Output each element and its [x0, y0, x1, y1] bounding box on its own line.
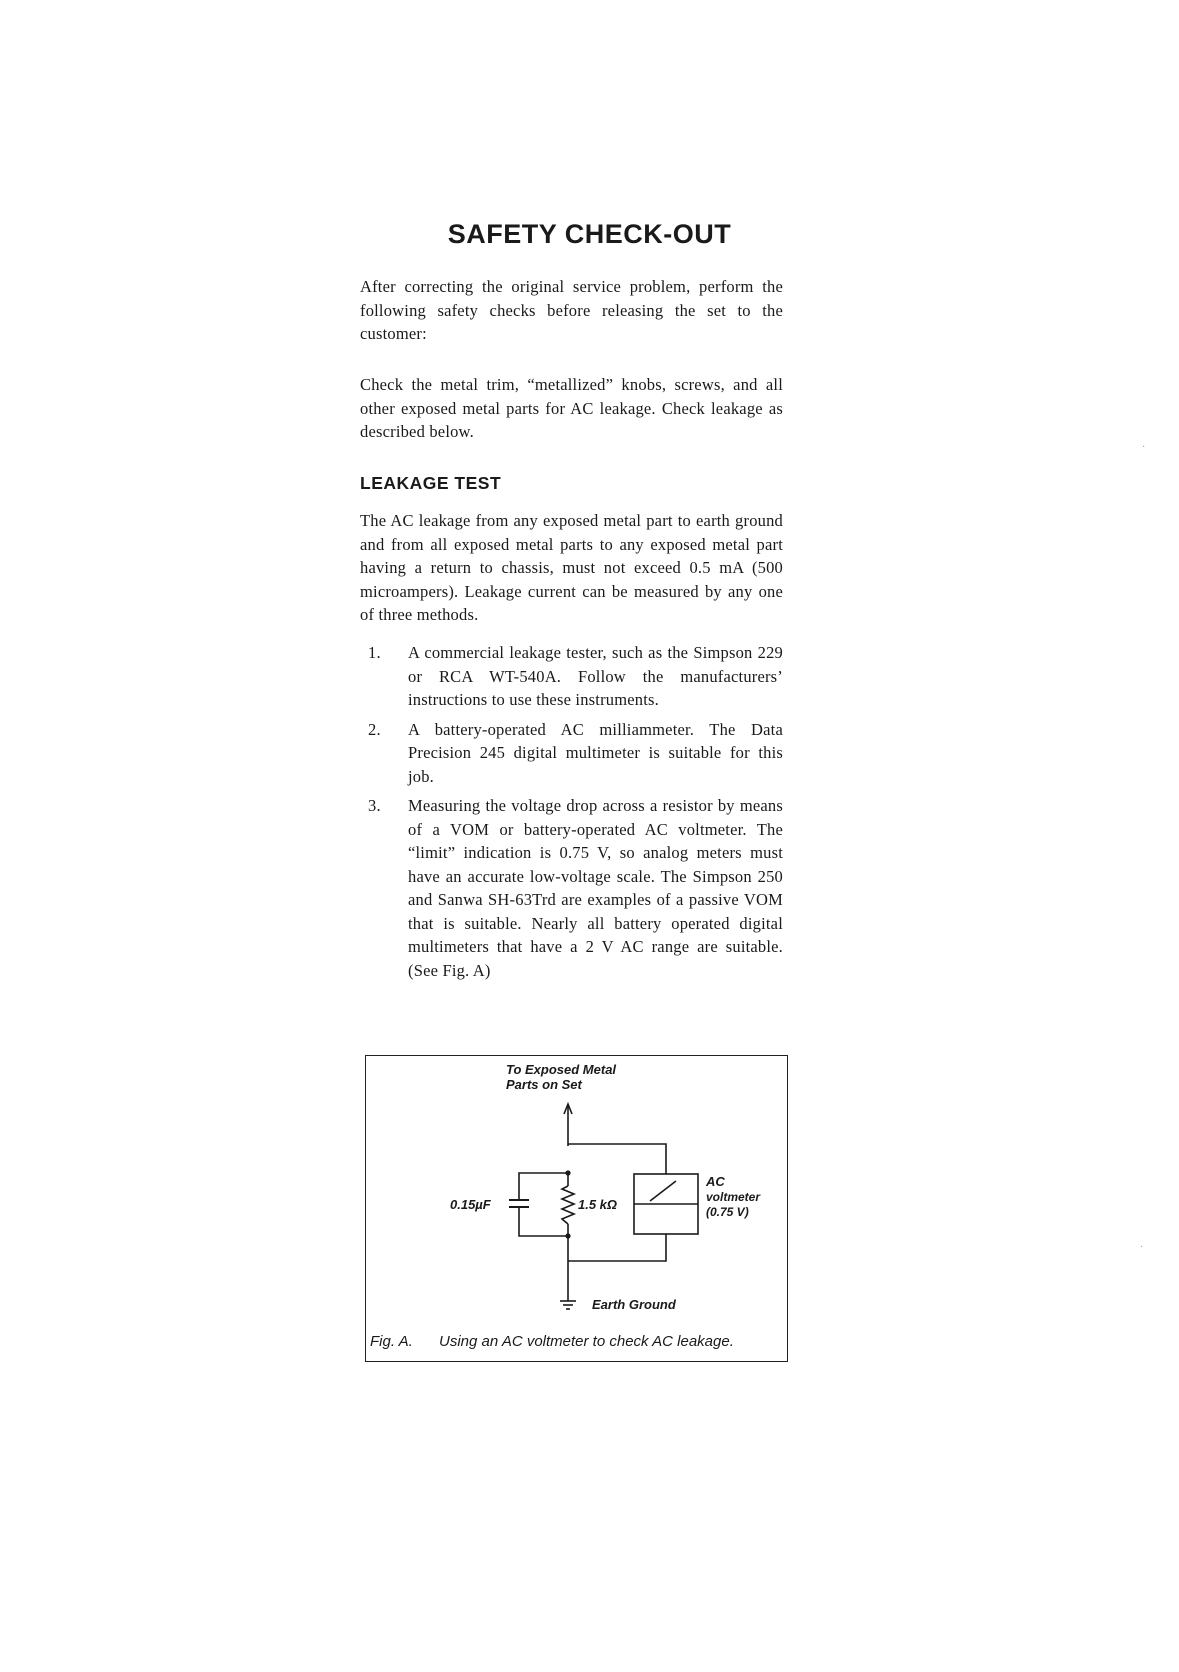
- resistor-symbol: [562, 1186, 574, 1224]
- figure-caption-prefix: Fig. A.: [370, 1333, 413, 1350]
- meter-label-line1: AC: [706, 1174, 725, 1189]
- method-item: [360, 794, 783, 982]
- top-label-line2: Parts on Set: [506, 1077, 582, 1092]
- junction-dot: [565, 1170, 570, 1175]
- page-title: SAFETY CHECK-OUT: [447, 219, 732, 249]
- capacitor-symbol: [509, 1189, 529, 1218]
- method-number: 3.: [368, 796, 381, 815]
- ground-label: Earth Ground: [592, 1297, 676, 1312]
- methods-list: [360, 641, 783, 988]
- method-text: A commercial leakage tester, such as the Simpson 229 or RCA WT-540A. Follow the manufacturers’ instructions to use these instruments.: [408, 643, 783, 709]
- figure-caption-text: Using an AC voltmeter to check AC leakage.: [439, 1333, 734, 1350]
- check-paragraph: Check the metal trim, “metallized” knobs, screws, and all other exposed metal parts for AC leakage. Check leakage as described below.: [360, 375, 783, 441]
- meter-label-line2: voltmeter: [706, 1190, 761, 1204]
- ground-symbol: [560, 1301, 576, 1309]
- method-item: [360, 641, 783, 712]
- meter-label-line3: (0.75 V): [706, 1205, 749, 1219]
- leakage-paragraph: The AC leakage from any exposed metal part to earth ground and from all exposed metal parts to any exposed metal part having a return to chassis, must not exceed 0.5 mA (500 microampers). Leakage current can be measured by any one of three methods.: [360, 511, 783, 624]
- scan-speck: ·: [1142, 442, 1146, 453]
- capacitor-label: 0.15µF: [450, 1197, 491, 1212]
- method-number: 2.: [368, 719, 381, 739]
- figure-a: [365, 1055, 788, 1362]
- method-text: Measuring the voltage drop across a resistor by means of a VOM or battery-operated AC voltmeter. The “limit” indication is 0.75 V, so analog meters must have an accurate low-voltage scale. The Simpson 250 and Sanwa SH-63Trd are examples of a passive VOM that is suitable. Nearly all battery operated digital multimeters that have a 2 V AC range are suitable. (See Fig. A): [408, 796, 783, 980]
- scan-speck: ·: [1140, 1242, 1144, 1253]
- junction-dot: [565, 1233, 570, 1238]
- voltmeter-symbol: [634, 1174, 698, 1234]
- method-number: 1.: [368, 643, 381, 662]
- method-text: A battery-operated AC milliammeter. The Data Precision 245 digital multimeter is suitable for this job.: [408, 719, 783, 786]
- intro-paragraph: After correcting the original service problem, perform the following safety checks before releasing the set to the customer:: [360, 277, 783, 343]
- top-label-line1: To Exposed Metal: [506, 1062, 617, 1077]
- method-item: [360, 718, 783, 789]
- section-heading: LEAKAGE TEST: [360, 473, 502, 493]
- circuit-diagram: [366, 1056, 789, 1363]
- resistor-label: 1.5 kΩ: [578, 1197, 618, 1212]
